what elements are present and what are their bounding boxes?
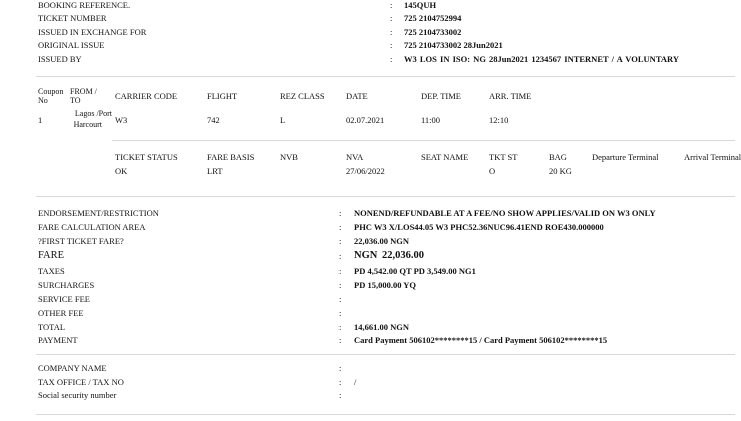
- header-ticket-status: TICKET STATUS: [115, 152, 178, 162]
- colon: :: [390, 40, 393, 50]
- colon: :: [339, 222, 342, 232]
- company-name-label: COMPANY NAME: [38, 363, 107, 373]
- header-seat-name: SEAT NAME: [421, 152, 469, 162]
- colon: :: [339, 266, 342, 276]
- colon: :: [339, 363, 342, 373]
- colon: :: [339, 251, 342, 261]
- from-value: Lagos /Port: [74, 109, 112, 118]
- total-label: TOTAL: [38, 322, 66, 332]
- header-carrier-code: CARRIER CODE: [115, 91, 178, 101]
- header-nva: NVA: [346, 152, 364, 162]
- flight-value: 742: [207, 115, 220, 125]
- ticket-number-label: TICKET NUMBER: [38, 13, 107, 23]
- original-issue-value: 725 2104733002 28Jun2021: [404, 40, 503, 50]
- to-value: Harcourt: [73, 120, 102, 129]
- booking-reference-label: BOOKING REFERENCE.: [38, 0, 131, 10]
- colon: :: [339, 390, 342, 400]
- original-issue-label: ORIGINAL ISSUE: [38, 40, 105, 50]
- colon: :: [339, 236, 342, 246]
- divider: [112, 140, 735, 141]
- bag-value: 20 KG: [549, 166, 572, 176]
- colon: :: [339, 308, 342, 318]
- colon: :: [390, 54, 393, 64]
- social-security-label: Social security number: [38, 390, 117, 400]
- other-fee-label: OTHER FEE: [38, 308, 84, 318]
- fare-label: FARE: [38, 250, 65, 261]
- fare-basis-value: LRT: [207, 166, 223, 176]
- header-dep-time: DEP. TIME: [421, 91, 461, 101]
- taxes-label: TAXES: [38, 266, 65, 276]
- payment-label: PAYMENT: [38, 335, 78, 345]
- dep-time-value: 11:00: [421, 115, 441, 125]
- colon: :: [339, 335, 342, 345]
- issued-by-label: ISSUED BY: [38, 54, 82, 64]
- rez-class-value: L: [280, 115, 286, 125]
- colon: :: [339, 294, 342, 304]
- header-fare-basis: FARE BASIS: [207, 152, 255, 162]
- payment-value: Card Payment 506102********15 / Card Payment 506102********15: [354, 335, 608, 345]
- header-arr-time: ARR. TIME: [489, 91, 532, 101]
- header-bag: BAG: [549, 152, 567, 162]
- divider: [36, 414, 735, 415]
- header-rez-class: REZ CLASS: [280, 91, 325, 101]
- booking-reference-value: 145QUH: [404, 0, 437, 10]
- issued-in-exchange-value: 725 2104733002: [404, 27, 462, 37]
- header-coupon-no: Coupon No: [38, 87, 64, 105]
- issued-in-exchange-label: ISSUED IN EXCHANGE FOR: [38, 27, 147, 37]
- fare-calculation-value: PHC W3 X/LOS44.05 W3 PHC52.36NUC96.41END ROE430.000000: [354, 222, 604, 232]
- tax-office-label: TAX OFFICE / TAX NO: [38, 377, 124, 387]
- tax-office-value: /: [354, 377, 357, 387]
- header-flight: FLIGHT: [207, 91, 238, 101]
- endorsement-label: ENDORSEMENT/RESTRICTION: [38, 208, 159, 218]
- service-fee-label: SERVICE FEE: [38, 294, 90, 304]
- header-nvb: NVB: [280, 152, 298, 162]
- colon: :: [390, 27, 393, 37]
- total-value: 14,661.00 NGN: [354, 322, 410, 332]
- first-ticket-fare-value: 22,036.00 NGN: [354, 236, 410, 246]
- coupon-no-value: 1: [38, 115, 43, 125]
- surcharges-value: PD 15,000.00 YQ: [354, 280, 417, 290]
- endorsement-value: NONEND/REFUNDABLE AT A FEE/NO SHOW APPLIES/VALID ON W3 ONLY: [354, 208, 656, 218]
- fare-value: NGN 22,036.00: [354, 250, 424, 261]
- header-date: DATE: [346, 91, 368, 101]
- tkt-st-value: O: [489, 166, 496, 176]
- ticket-number-value: 725 2104752994: [404, 13, 462, 23]
- surcharges-label: SURCHARGES: [38, 280, 95, 290]
- fare-calculation-label: FARE CALCULATION AREA: [38, 222, 146, 232]
- header-tkt-st: TKT ST: [489, 152, 518, 162]
- divider: [36, 196, 735, 197]
- arr-time-value: 12:10: [489, 115, 509, 125]
- ticket-status-value: OK: [115, 166, 128, 176]
- nva-value: 27/06/2022: [346, 166, 385, 176]
- date-value: 02.07.2021: [346, 115, 385, 125]
- colon: :: [339, 280, 342, 290]
- issued-by-value: W3 LOS IN ISO: NG 28Jun2021 1234567 INTERNET / A VOLUNTARY: [404, 54, 679, 64]
- first-ticket-fare-label: ?FIRST TICKET FARE?: [38, 236, 124, 246]
- colon: :: [339, 208, 342, 218]
- header-arrival-terminal: Arrival Terminal: [684, 152, 741, 162]
- taxes-value: PD 4,542.00 QT PD 3,549.00 NG1: [354, 266, 476, 276]
- header-from-to: FROM / TO: [70, 87, 97, 105]
- colon: :: [390, 0, 393, 10]
- divider: [36, 354, 735, 355]
- carrier-code-value: W3: [115, 115, 128, 125]
- divider: [36, 76, 735, 77]
- colon: :: [339, 377, 342, 387]
- header-departure-terminal: Departure Terminal: [592, 152, 659, 162]
- colon: :: [339, 322, 342, 332]
- colon: :: [390, 13, 393, 23]
